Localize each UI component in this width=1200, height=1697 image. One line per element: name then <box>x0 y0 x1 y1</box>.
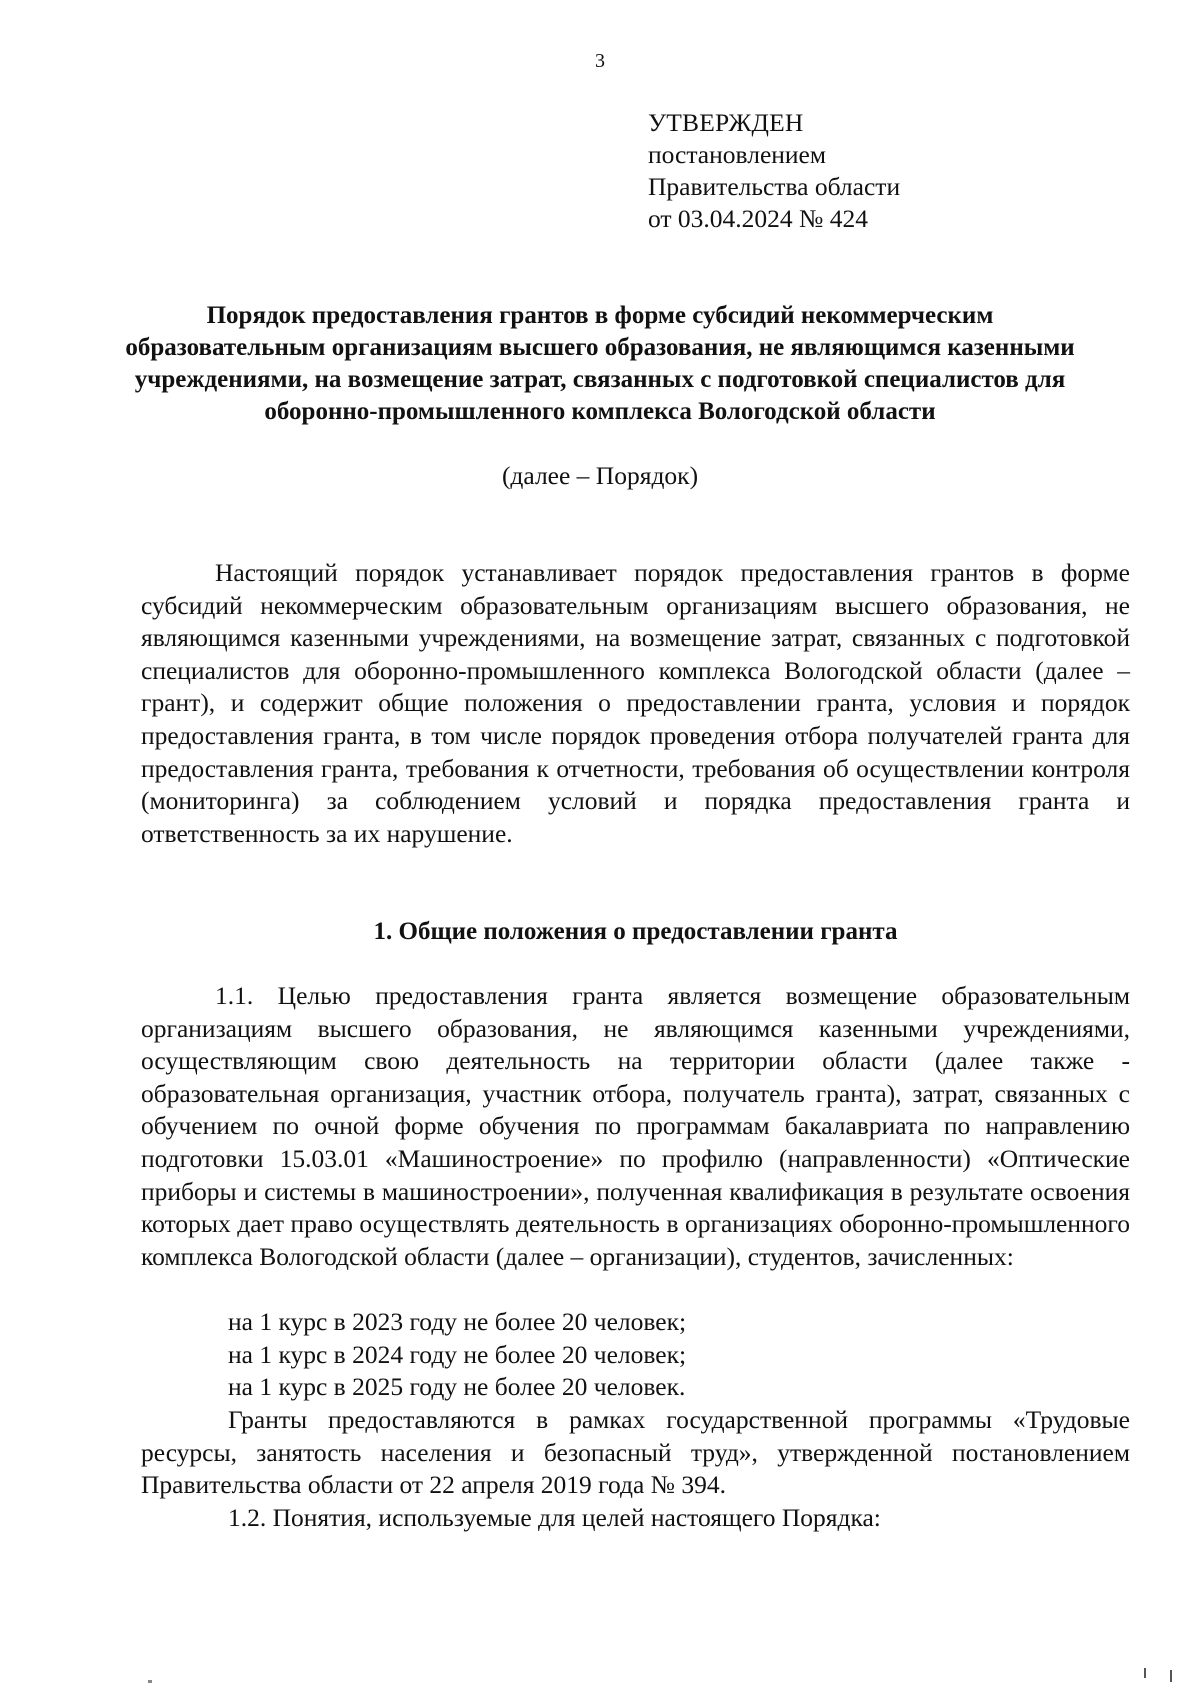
section-1-heading: 1. Общие положения о предоставлении гранта <box>373 918 898 945</box>
intro-paragraph: Настоящий порядок устанавливает порядок предоставления грантов в форме субсидий некоммерческим образовательным организациям высшего образования, не являющимся казенными учреждениями, на возмещение затрат, связанных с подготовкой специалистов для оборонно-промышленного комплекса Вологодской области (далее – грант), и содержит общие положения о предоставлении гранта, условия и порядок предоставления гранта, в том числе порядок проведения отбора получателей гранта для предоставления гранта, требования к отчетности, требования об осуществлении контроля (мониторинга) за соблюдением условий и порядка предоставления гранта и ответственность за их нарушение. <box>141 558 1130 848</box>
list-item: на 1 курс в 2025 году не более 20 человек. <box>228 1372 686 1402</box>
approval-line-2: Правительства области <box>648 172 901 201</box>
scan-artifact <box>1144 1668 1146 1678</box>
approval-line-1: постановлением <box>648 140 827 169</box>
paragraph-1-1: 1.1. Целью предоставления гранта является возмещение образовательным организациям высшего образования, не являющимся казенными учреждениями, осуществляющим свою деятельность на территории области (далее также - образовательная организация, участник отбора, получатель гранта), затрат, связанных с обучением по очной форме обучения по программам бакалавриата по направлению подготовки 15.03.01 «Машиностроение» по профилю (направленности) «Оптические приборы и системы в машиностроении», полученная квалификация в результате освоения которых дает право осуществлять деятельность в организациях оборонно-промышленного комплекса Вологодской области (далее – организации), студентов, зачисленных: <box>141 981 1130 1271</box>
page-number: 3 <box>595 50 605 72</box>
list-item: на 1 курс в 2023 году не более 20 человек; <box>228 1307 687 1336</box>
list-item: на 1 курс в 2024 году не более 20 человек; <box>228 1339 687 1369</box>
scan-artifact <box>1170 1670 1172 1682</box>
approval-title: УТВЕРЖДЕН <box>648 108 804 137</box>
document-subtitle: (далее – Порядок) <box>501 461 699 490</box>
document-title: Порядок предоставления грантов в форме субсидий некоммерческим образовательным организациям высшего образования, не являющимся казенными учреждениями, на возмещение затрат, связанных с подготовкой специалистов для оборонно-промышленного комплекса Вологодской области <box>125 302 1075 425</box>
paragraph-grants: Гранты предоставляются в рамках государственной программы «Трудовые ресурсы, занятость населения и безопасный труд», утвержденной постановлением Правительства области от 22 апреля 2019 года № 394. <box>141 1405 1130 1500</box>
enrollment-list <box>228 1306 686 1404</box>
approval-block <box>648 107 900 235</box>
approval-line-3: от 03.04.2024 № 424 <box>648 204 869 233</box>
paragraph-1-2: 1.2. Понятия, используемые для целей настоящего Порядка: <box>228 1503 881 1532</box>
scan-artifact <box>148 1680 152 1683</box>
